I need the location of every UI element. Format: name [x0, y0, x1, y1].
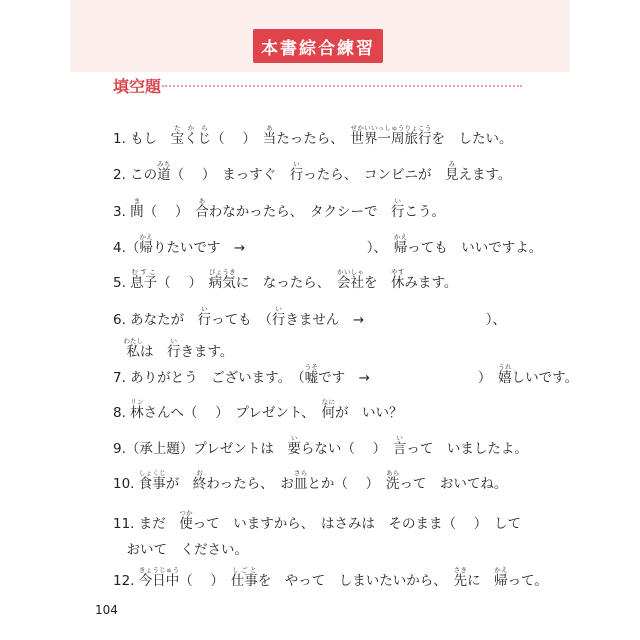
question-text: 6. あなたが	[113, 312, 198, 328]
question-text: こう。	[404, 204, 445, 220]
question-text: って おいてね。	[399, 476, 508, 492]
furigana-reading: い	[197, 305, 212, 313]
furigana-reading: わたし	[123, 337, 143, 345]
furigana-reading: きょうじゅう	[138, 566, 180, 574]
furigana-word	[138, 469, 166, 492]
question-text: 7. ありがとう ございます。 （	[113, 370, 305, 386]
furigana-word	[289, 160, 304, 183]
kanji-base: 間	[130, 204, 144, 220]
furigana-word	[262, 124, 277, 147]
question-text: 11. まだ	[113, 516, 180, 532]
question-text: って いましたよ。	[406, 441, 528, 457]
kanji-base: 私	[123, 344, 143, 360]
kanji-base: 仕事	[230, 573, 258, 589]
furigana-word	[385, 469, 400, 492]
furigana-word	[304, 363, 319, 386]
question-10	[113, 469, 507, 493]
question-text: が いい？	[334, 405, 403, 421]
furigana-reading: あら	[385, 469, 400, 477]
furigana-reading: い	[167, 337, 181, 345]
question-line	[113, 337, 506, 361]
furigana-reading: やす	[390, 268, 405, 276]
question-line	[113, 305, 506, 329]
kanji-base: 病気	[208, 275, 236, 291]
question-text: わなかったら、 タクシーで	[208, 204, 391, 220]
question-text: を	[363, 275, 391, 291]
question-line	[113, 398, 402, 422]
furigana-word	[192, 469, 207, 492]
furigana-reading: なに	[321, 398, 335, 406]
furigana-word	[498, 363, 512, 386]
question-text: 12.	[113, 573, 139, 589]
question-text: 3.	[113, 204, 131, 220]
furigana-word	[287, 434, 301, 457]
question-text: 4.（	[113, 240, 140, 256]
question-text: を したい。	[431, 131, 513, 147]
furigana-word	[271, 305, 286, 328]
furigana-reading: い	[271, 305, 286, 313]
question-text: です → ）	[318, 370, 499, 386]
question-11	[113, 509, 521, 559]
question-line	[113, 268, 457, 292]
furigana-word	[321, 398, 335, 421]
furigana-reading: さき	[453, 566, 468, 574]
question-text: 2. この	[113, 167, 158, 183]
kanji-base: 皿	[293, 476, 308, 492]
furigana-reading: い	[390, 197, 405, 205]
furigana-word	[123, 337, 143, 360]
furigana-word	[195, 197, 209, 220]
kanji-base: 使	[179, 516, 193, 532]
question-text: 9.（承上題）プレゼントは	[113, 441, 288, 457]
furigana-reading: あ	[262, 124, 277, 132]
question-text: を やって しまいたいから、	[257, 573, 454, 589]
furigana-word	[444, 160, 459, 183]
furigana-reading: ま	[130, 197, 144, 205]
furigana-reading: かえ	[393, 233, 408, 241]
question-text: って。	[507, 573, 548, 589]
furigana-reading: み	[444, 160, 459, 168]
question-text: みます。	[404, 275, 458, 291]
question-3	[113, 197, 445, 221]
question-6	[113, 305, 506, 361]
question-text: は	[140, 344, 167, 360]
kanji-base: 行	[271, 312, 286, 328]
question-line	[113, 509, 521, 533]
question-text: わったら、 お	[206, 476, 294, 492]
question-2	[113, 160, 511, 184]
question-text: って いますから、 はさみは そのまま（ ） して	[192, 516, 522, 532]
furigana-word	[167, 337, 181, 360]
kanji-base: 行	[390, 204, 405, 220]
furigana-word	[494, 566, 508, 589]
furigana-word	[390, 197, 405, 220]
question-line	[113, 469, 507, 493]
question-text: （ ）	[179, 573, 231, 589]
question-text: （ ）	[211, 131, 263, 147]
furigana-word	[390, 268, 405, 291]
furigana-reading: お	[192, 469, 207, 477]
furigana-reading: たから	[170, 124, 212, 132]
kanji-base: 会社	[336, 275, 364, 291]
furigana-reading: みち	[157, 160, 171, 168]
kanji-base: 世界一周旅行	[350, 131, 432, 147]
question-text: っても （	[211, 312, 272, 328]
question-text: さんへ（ ） プレゼント、	[143, 405, 322, 421]
kanji-base: 行	[289, 167, 304, 183]
question-9	[113, 434, 528, 458]
kanji-base: 何	[321, 405, 335, 421]
question-text: 10.	[113, 476, 139, 492]
furigana-reading: びょうき	[208, 268, 236, 276]
question-text: （ ） まっすぐ	[170, 167, 290, 183]
furigana-reading: むすこ	[130, 268, 158, 276]
dotted-divider	[162, 85, 522, 87]
section-heading: 填空題	[113, 77, 162, 96]
kanji-base: 帰	[393, 240, 408, 256]
question-text: りたいです → ）、	[152, 240, 394, 256]
kanji-base: 行	[197, 312, 212, 328]
question-8	[113, 398, 402, 422]
kanji-base: 見	[444, 167, 459, 183]
furigana-reading: しごと	[230, 566, 258, 574]
question-text: 8.	[113, 405, 131, 421]
question-line	[113, 124, 512, 148]
question-text: えます。	[458, 167, 512, 183]
kanji-base: 嘘	[304, 370, 319, 386]
furigana-word	[230, 566, 258, 589]
kanji-base: 終	[192, 476, 207, 492]
question-1	[113, 124, 512, 148]
kanji-base: 休	[390, 275, 405, 291]
furigana-word	[293, 469, 308, 492]
kanji-base: 嬉	[498, 370, 512, 386]
furigana-reading: しょくじ	[138, 469, 166, 477]
page-title: 本書綜合練習	[253, 29, 383, 63]
furigana-reading: かいしゃ	[336, 268, 364, 276]
furigana-reading: い	[289, 160, 304, 168]
kanji-base: 帰	[494, 573, 508, 589]
kanji-base: 合	[195, 204, 209, 220]
kanji-base: 道	[157, 167, 171, 183]
furigana-word	[336, 268, 364, 291]
furigana-reading: せかいいっしゅうりょこう	[350, 124, 432, 132]
furigana-word	[130, 398, 144, 421]
question-text: 1. もし	[113, 131, 171, 147]
question-text: らない（ ）	[300, 441, 393, 457]
kanji-base: 洗	[385, 476, 400, 492]
furigana-word	[393, 233, 408, 256]
furigana-reading: かえ	[494, 566, 508, 574]
question-line	[113, 160, 511, 184]
kanji-base: 林	[130, 405, 144, 421]
furigana-word	[139, 233, 153, 256]
kanji-base: 帰	[139, 240, 153, 256]
question-text: （ ）	[157, 275, 209, 291]
furigana-reading: い	[287, 434, 301, 442]
question-text: （ ）	[143, 204, 196, 220]
question-7	[113, 363, 578, 387]
furigana-reading: さら	[293, 469, 308, 477]
kanji-base: 言	[392, 441, 407, 457]
question-text: おいて ください。	[113, 542, 248, 558]
furigana-word	[170, 124, 212, 147]
furigana-word	[453, 566, 468, 589]
question-text: きます。	[180, 344, 234, 360]
furigana-word	[208, 268, 236, 291]
question-text: っても いいですよ。	[407, 240, 543, 256]
question-line	[113, 434, 528, 458]
kanji-base: 行	[167, 344, 181, 360]
question-12	[113, 566, 548, 590]
question-line	[113, 566, 548, 590]
furigana-reading: うれ	[498, 363, 512, 371]
question-text: きません → ）、	[285, 312, 506, 328]
question-line	[113, 541, 521, 559]
furigana-reading: い	[392, 434, 407, 442]
kanji-base: 要	[287, 441, 301, 457]
kanji-base: 当	[262, 131, 277, 147]
furigana-word	[157, 160, 171, 183]
furigana-reading: うそ	[304, 363, 319, 371]
furigana-reading: あ	[195, 197, 209, 205]
question-text: ったら、 コンビニが	[303, 167, 445, 183]
question-text: とか（ ）	[307, 476, 386, 492]
question-text: たったら、	[276, 131, 351, 147]
question-line	[113, 233, 542, 257]
question-5	[113, 268, 457, 292]
kanji-base: 食事	[138, 476, 166, 492]
furigana-word	[392, 434, 407, 457]
furigana-word	[138, 566, 180, 589]
furigana-reading: かえ	[139, 233, 153, 241]
kanji-base: 今日中	[138, 573, 180, 589]
kanji-base: 先	[453, 573, 468, 589]
furigana-word	[130, 197, 144, 220]
furigana-reading: リン	[130, 398, 144, 406]
question-text: が	[165, 476, 193, 492]
kanji-base: 息子	[130, 275, 158, 291]
furigana-reading: つか	[179, 509, 193, 517]
question-text: 5.	[113, 275, 131, 291]
furigana-word	[130, 268, 158, 291]
question-text: に	[467, 573, 495, 589]
question-line	[113, 363, 578, 387]
furigana-word	[197, 305, 212, 328]
kanji-base: 宝くじ	[170, 131, 212, 147]
question-text: に なったら、	[235, 275, 337, 291]
question-text: しいです。	[511, 370, 579, 386]
page-number: 104	[95, 603, 118, 617]
question-4	[113, 233, 542, 257]
furigana-word	[179, 509, 193, 532]
question-line	[113, 197, 445, 221]
furigana-word	[350, 124, 432, 147]
